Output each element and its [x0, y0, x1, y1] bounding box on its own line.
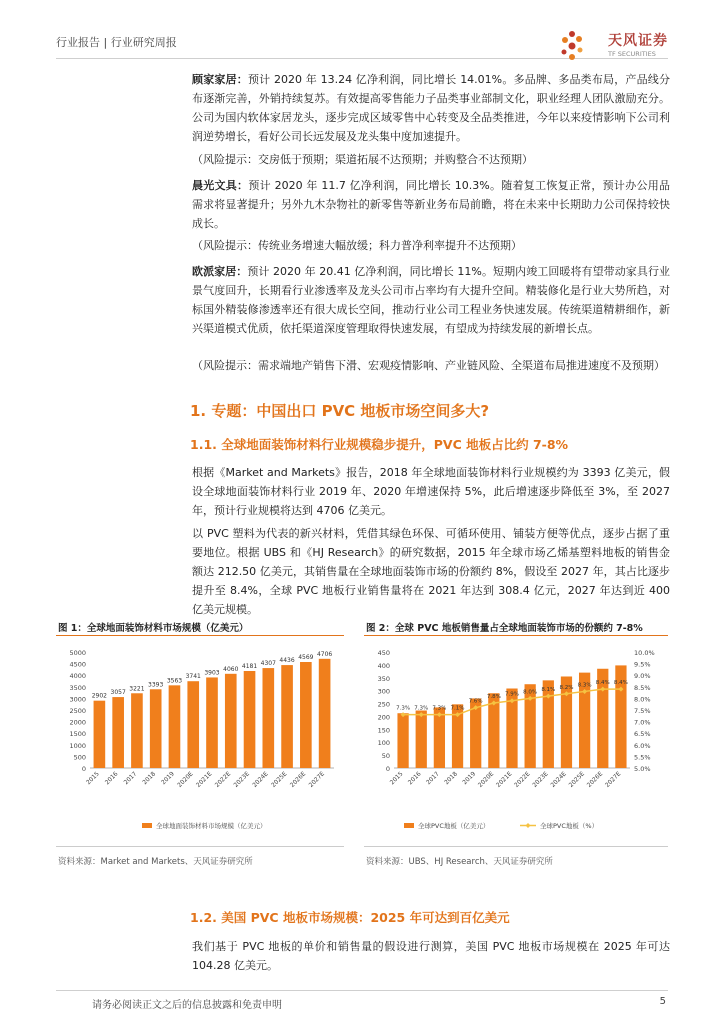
section-heading: 1. 专题：中国出口 PVC 地板市场空间多大? [190, 402, 490, 420]
fig2-title: 图 2：全球 PVC 地板销售量占全球地面装饰市场的份额约 7-8% [366, 623, 643, 634]
chart-market-size [56, 640, 344, 840]
y-tick-label-right: 9.0% [634, 672, 651, 681]
y-tick-label-right: 9.5% [634, 660, 651, 669]
y-tick-label-right: 8.5% [634, 683, 651, 692]
legend-label-bar: 全球PVC地板（亿美元） [418, 822, 490, 830]
y-tick-label: 4000 [69, 672, 86, 681]
x-tick-label: 2022E [513, 770, 532, 789]
data-label: 7.3% [396, 705, 411, 712]
footer-divider [56, 990, 668, 991]
data-label: 3741 [185, 673, 201, 681]
y-tick-label: 1000 [69, 741, 86, 750]
y-tick-label: 3000 [69, 695, 86, 704]
data-label: 8.3% [577, 682, 592, 689]
y-tick-label-left: 350 [377, 674, 390, 683]
x-tick-label: 2018 [141, 770, 158, 787]
y-tick-label-left: 50 [381, 752, 390, 761]
y-tick-label-right: 5.0% [634, 765, 651, 773]
data-label: 7.6% [468, 698, 483, 705]
data-label: 3393 [148, 681, 164, 689]
subsection-heading-1-2: 1.2. 美国 PVC 地板市场规模：2025 年可达到百亿美元 [190, 910, 510, 925]
bar [131, 693, 143, 768]
bar [281, 665, 293, 768]
bar [416, 711, 427, 768]
y-tick-label-right: 5.5% [634, 753, 651, 762]
data-label: 7.3% [432, 705, 447, 712]
bar [225, 674, 237, 768]
y-tick-label-left: 400 [377, 661, 390, 670]
bar [244, 671, 256, 768]
legend-swatch-bar [404, 823, 414, 828]
data-label: 7.3% [414, 705, 429, 712]
x-tick-label: 2027E [307, 770, 327, 789]
logo-sub: TF SECURITIES [608, 50, 656, 58]
bar [94, 701, 106, 768]
bar [206, 677, 218, 768]
data-label: 4307 [260, 660, 276, 668]
data-label: 3903 [204, 669, 220, 677]
y-tick-label-right: 10.0% [634, 649, 655, 657]
fig1-bottom-rule [56, 846, 344, 847]
x-tick-label: 2015 [388, 770, 405, 787]
para-oupai: 欧派家居：预计 2020 年 20.41 亿净利润，同比增长 11%。短期内竣工回暖将有望带动家具行业景气度回升，长期看行业渗透率及龙头公司市占率均有大提升空间。精装修化是行业大势所趋，对标国外精装修渗透率还有很大成长空间，推动行业公司工程业务快速发展。传统渠道精耕细作，新兴渠道模式优质，依托渠道深度管理取得快速发展，有望成为持续发展的新增长点。 [192, 265, 671, 335]
para-pvc: 以 PVC 塑料为代表的新兴材料，凭借其绿色环保、可循环使用、铺装方便等优点，逐步占据了重要地位。根据 UBS 和《HJ Research》的研究数据，2015 年全球市场乙烯基塑料地板的销售金额达 212.50 亿美元，其销售量在全球地面装饰市场的份额约 8%，假设至 2027 年，其占比逐步提升至 8.4%，全球 PVC 地板行业销售量将在 2021 年达到 308.4 亿元，2027 年达到近 400 亿美元规模。 [192, 527, 670, 616]
risk-gujia: （风险提示：交房低于预期；渠道拓展不达预期；并购整合不达预期） [192, 153, 533, 166]
data-label: 8.0% [523, 689, 538, 696]
y-tick-label-left: 0 [385, 765, 390, 773]
x-tick-label: 2019 [461, 770, 478, 787]
bar [150, 689, 162, 768]
footer-disclaimer: 请务必阅读正文之后的信息披露和免责申明 [92, 1000, 282, 1011]
y-tick-label-right: 7.5% [634, 707, 651, 715]
legend-label: 全球地面装饰材料市场规模（亿美元） [156, 822, 267, 830]
fig1-source: 资料来源：Market and Markets、天风证券研究所 [58, 857, 253, 867]
data-label: 7.9% [505, 691, 519, 698]
x-tick-label: 2026E [585, 770, 605, 789]
legend-swatch-marker [526, 823, 531, 828]
data-label: 4706 [316, 650, 333, 658]
x-tick-label: 2025E [567, 770, 587, 789]
x-tick-label: 2022E [213, 770, 233, 789]
x-tick-label: 2015 [85, 770, 101, 787]
subsection-heading-1-1: 1.1. 全球地面装饰材料行业规模稳步提升，PVC 地板占比约 7-8% [190, 437, 569, 452]
y-tick-label-right: 8.0% [634, 695, 651, 704]
bar [543, 680, 554, 768]
fig1-title: 图 1：全球地面装饰材料市场规模（亿美元） [58, 623, 249, 634]
x-tick-label: 2018 [443, 770, 459, 787]
para-gujia: 顾家家居：预计 2020 年 13.24 亿净利润，同比增长 14.01%。多品牌、多品类布局，产品线分布逐渐完善，外销持续复苏。有效提高零售能力子品类事业部制文化，职业经理人团队激励充分。公司为国内软体家居龙头，逐步完成区域零售中心转变及全品类推进，今年以来疫情影响下公司利润逆势增长，看好公司长远发展及龙头集中度加速提升。 [192, 73, 670, 143]
page-number: 5 [659, 996, 666, 1007]
y-tick-label: 2500 [69, 707, 86, 715]
x-tick-label: 2020E [176, 770, 195, 789]
fig2-rule [364, 635, 668, 636]
y-tick-label-right: 7.0% [634, 718, 651, 727]
para-us: 我们基于 PVC 地板的单价和销售量的假设进行测算，美国 PVC 地板市场规模在 2025 年可达 104.28 亿美元。 [192, 940, 670, 972]
y-tick-label: 0 [81, 765, 86, 773]
x-tick-label: 2020E [476, 770, 496, 789]
risk-chenguang: （风险提示：传统业务增速大幅放缓；科力普净利率提升不达预期） [192, 239, 522, 252]
x-tick-label: 2024E [549, 770, 568, 789]
report-header: 行业报告 | 行业研究周报 [56, 36, 177, 49]
y-tick-label: 4500 [69, 660, 86, 669]
y-tick-label: 2000 [69, 718, 86, 727]
para-chenguang: 晨光文具：预计 2020 年 11.7 亿净利润，同比增长 10.3%。随着复工恢复正常，预计办公用品需求将显著提升；另外九木杂物社的新零售等新业务布局前瞻，将在未来中长期助力公司保持较快成长。 [192, 179, 670, 230]
data-label: 8.4% [595, 680, 610, 687]
x-tick-label: 2023E [232, 770, 251, 789]
x-tick-label: 2021E [494, 770, 514, 789]
data-label: 4569 [298, 653, 314, 661]
x-tick-label: 2017 [425, 770, 441, 787]
y-tick-label: 1500 [69, 730, 86, 739]
data-label: 3221 [129, 685, 145, 693]
data-label: 4181 [241, 663, 258, 671]
data-label: 3057 [110, 689, 126, 697]
x-tick-label: 2021E [194, 770, 214, 789]
bar [262, 668, 274, 768]
data-label: 7.1% [450, 705, 465, 712]
data-label: 3563 [166, 677, 183, 685]
y-tick-label-right: 6.0% [634, 741, 651, 750]
data-label: 7.8% [486, 694, 501, 701]
data-label: 2902 [91, 692, 108, 700]
x-tick-label: 2024E [251, 770, 270, 789]
y-tick-label-right: 6.5% [634, 730, 651, 739]
x-tick-label: 2026E [288, 770, 308, 789]
y-tick-label-left: 150 [377, 726, 390, 735]
x-tick-label: 2023E [531, 770, 550, 789]
x-tick-label: 2025E [270, 770, 289, 789]
y-tick-label-left: 250 [377, 700, 390, 709]
data-label: 4436 [279, 657, 295, 665]
fig2-bottom-rule [364, 846, 668, 847]
bar [112, 697, 124, 768]
chart-pvc-share [364, 640, 668, 840]
y-tick-label-left: 300 [377, 687, 390, 696]
y-tick-label: 5000 [69, 649, 86, 657]
x-tick-label: 2027E [603, 770, 623, 789]
bar [300, 662, 312, 768]
y-tick-label-left: 200 [377, 713, 390, 722]
y-tick-label: 3500 [69, 683, 86, 692]
risk-oupai: （风险提示：需求端地产销售下滑、宏观疫情影响、产业链风险、全渠道布局推进速度不及预期） [192, 359, 665, 372]
data-label: 4060 [223, 665, 239, 673]
x-tick-label: 2016 [406, 770, 423, 787]
y-tick-label-left: 100 [377, 739, 390, 748]
x-tick-label: 2019 [160, 770, 176, 787]
legend-label-line: 全球PVC地板（%） [540, 822, 599, 830]
data-label: 8.2% [559, 684, 574, 691]
bar [169, 685, 181, 768]
y-tick-label: 500 [73, 753, 86, 762]
data-label: 8.1% [541, 687, 556, 694]
bar [319, 659, 331, 768]
fig1-rule [56, 635, 344, 636]
x-tick-label: 2017 [122, 770, 139, 787]
bar [397, 713, 408, 768]
logo-name: 天风证券 [608, 33, 668, 49]
fig2-source: 资料来源：UBS、HJ Research、天风证券研究所 [366, 857, 553, 867]
bar [187, 681, 199, 768]
data-label: 8.4% [613, 680, 628, 687]
x-tick-label: 2016 [103, 770, 120, 787]
y-tick-label-left: 450 [377, 649, 390, 657]
legend-swatch [142, 823, 152, 828]
para-market: 根据《Market and Markets》报告，2018 年全球地面装饰材料行业规模约为 3393 亿美元，假设全球地面装饰材料行业 2019 年、2020 年增速保持 5%，此后增速逐步降低至 3%，至 2027 年，预计行业规模将达到 4706 亿美元。 [192, 466, 670, 517]
